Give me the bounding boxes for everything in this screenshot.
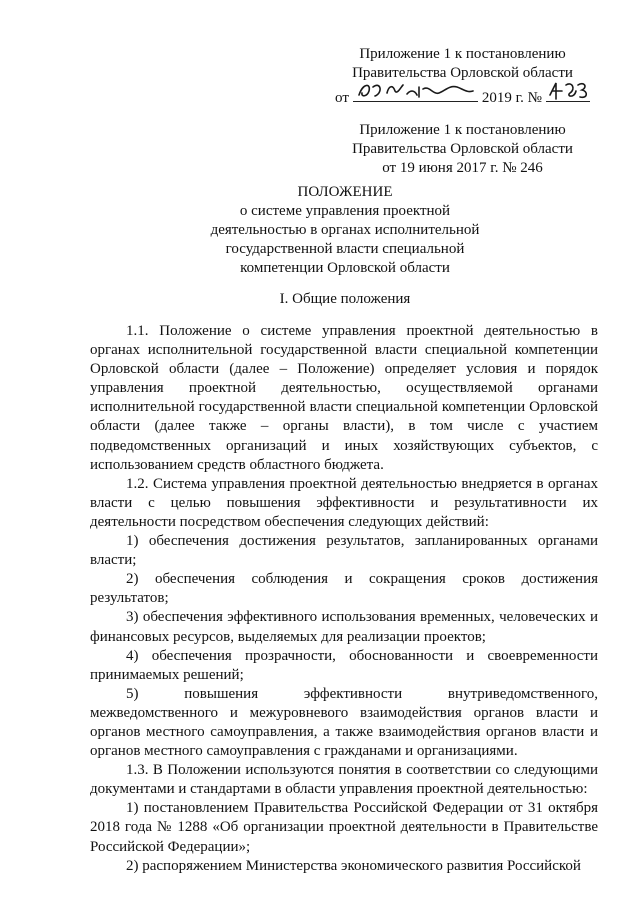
appendix-header-line: от 19 июня 2017 г. № 246 bbox=[382, 160, 543, 176]
appendix-header-original bbox=[335, 121, 590, 178]
handwritten-number-ink bbox=[546, 77, 590, 103]
handwritten-date bbox=[353, 83, 478, 102]
appendix-header-current bbox=[335, 45, 590, 108]
paragraph: 2) распоряжением Министерства экономического развития Российской bbox=[126, 857, 581, 874]
paragraph: 1.2. Система управления проектной деятельностью внедряется в органах власти с целью повышения эффективности и результативности их деятельности посредством обеспечения следующих действий: bbox=[90, 475, 598, 530]
appendix-header-line: Приложение 1 к постановлению bbox=[359, 122, 566, 138]
paragraph: 1.3. В Положении используются понятия в соответствии со следующими документами и стандартами в области управления проектной деятельностью: bbox=[90, 762, 598, 798]
paragraph: 4) обеспечения прозрачности, обоснованности и своевременности принимаемых решений; bbox=[90, 647, 598, 683]
subtitle-line: деятельностью в органах исполнительной bbox=[210, 222, 480, 238]
appendix-header-line: Правительства Орловской области bbox=[352, 65, 573, 81]
document-title: ПОЛОЖЕНИЕ bbox=[297, 184, 393, 200]
paragraph: 2) обеспечения соблюдения и сокращения сроков достижения результатов; bbox=[90, 571, 598, 607]
subtitle-line: государственной власти специальной bbox=[225, 241, 465, 257]
year-label: 2019 г. № bbox=[481, 90, 542, 106]
document-subtitle bbox=[100, 202, 590, 278]
date-prefix: от bbox=[335, 90, 349, 106]
decree-date-line bbox=[335, 83, 590, 108]
subtitle-line: о системе управления проектной bbox=[239, 203, 451, 219]
document-body bbox=[90, 322, 598, 876]
appendix-header-line: Правительства Орловской области bbox=[352, 141, 573, 157]
paragraph: 5) повышения эффективности внутриведомственного, межведомственного и межуровневого взаимодействия органов власти и органов местного самоуправления, а также взаимодействия органов власти и органов местного самоуправления с гражданами и организациями. bbox=[90, 685, 598, 760]
paragraph: 1) постановлением Правительства Российской Федерации от 31 октября 2018 года № 1288 «Об организации проектной деятельности в Правительстве Российской Федерации»; bbox=[90, 800, 598, 855]
handwritten-date-ink bbox=[353, 77, 478, 103]
section-heading: I. Общие положения bbox=[279, 291, 411, 307]
appendix-header-line: Приложение 1 к постановлению bbox=[359, 46, 566, 62]
paragraph: 3) обеспечения эффективного использования временных, человеческих и финансовых ресурсов, выделяемых для реализации проектов; bbox=[90, 609, 598, 645]
paragraph: 1.1. Положение о системе управления проектной деятельностью в органах исполнительной государственной власти специальной компетенции Орловской области (далее – Положение) определяет условия и порядок управления проектной деятельностью, осуществляемой органами исполнительной государственной власти специальной компетенции Орловской области (далее также – органы власти), в том числе с участием подведомственных организаций и иных хозяйствующих субъектов, с использованием средств областного бюджета. bbox=[90, 323, 598, 473]
subtitle-line: компетенции Орловской области bbox=[240, 260, 450, 276]
paragraph: 1) обеспечения достижения результатов, запланированных органами власти; bbox=[90, 533, 598, 569]
handwritten-number bbox=[546, 83, 590, 102]
